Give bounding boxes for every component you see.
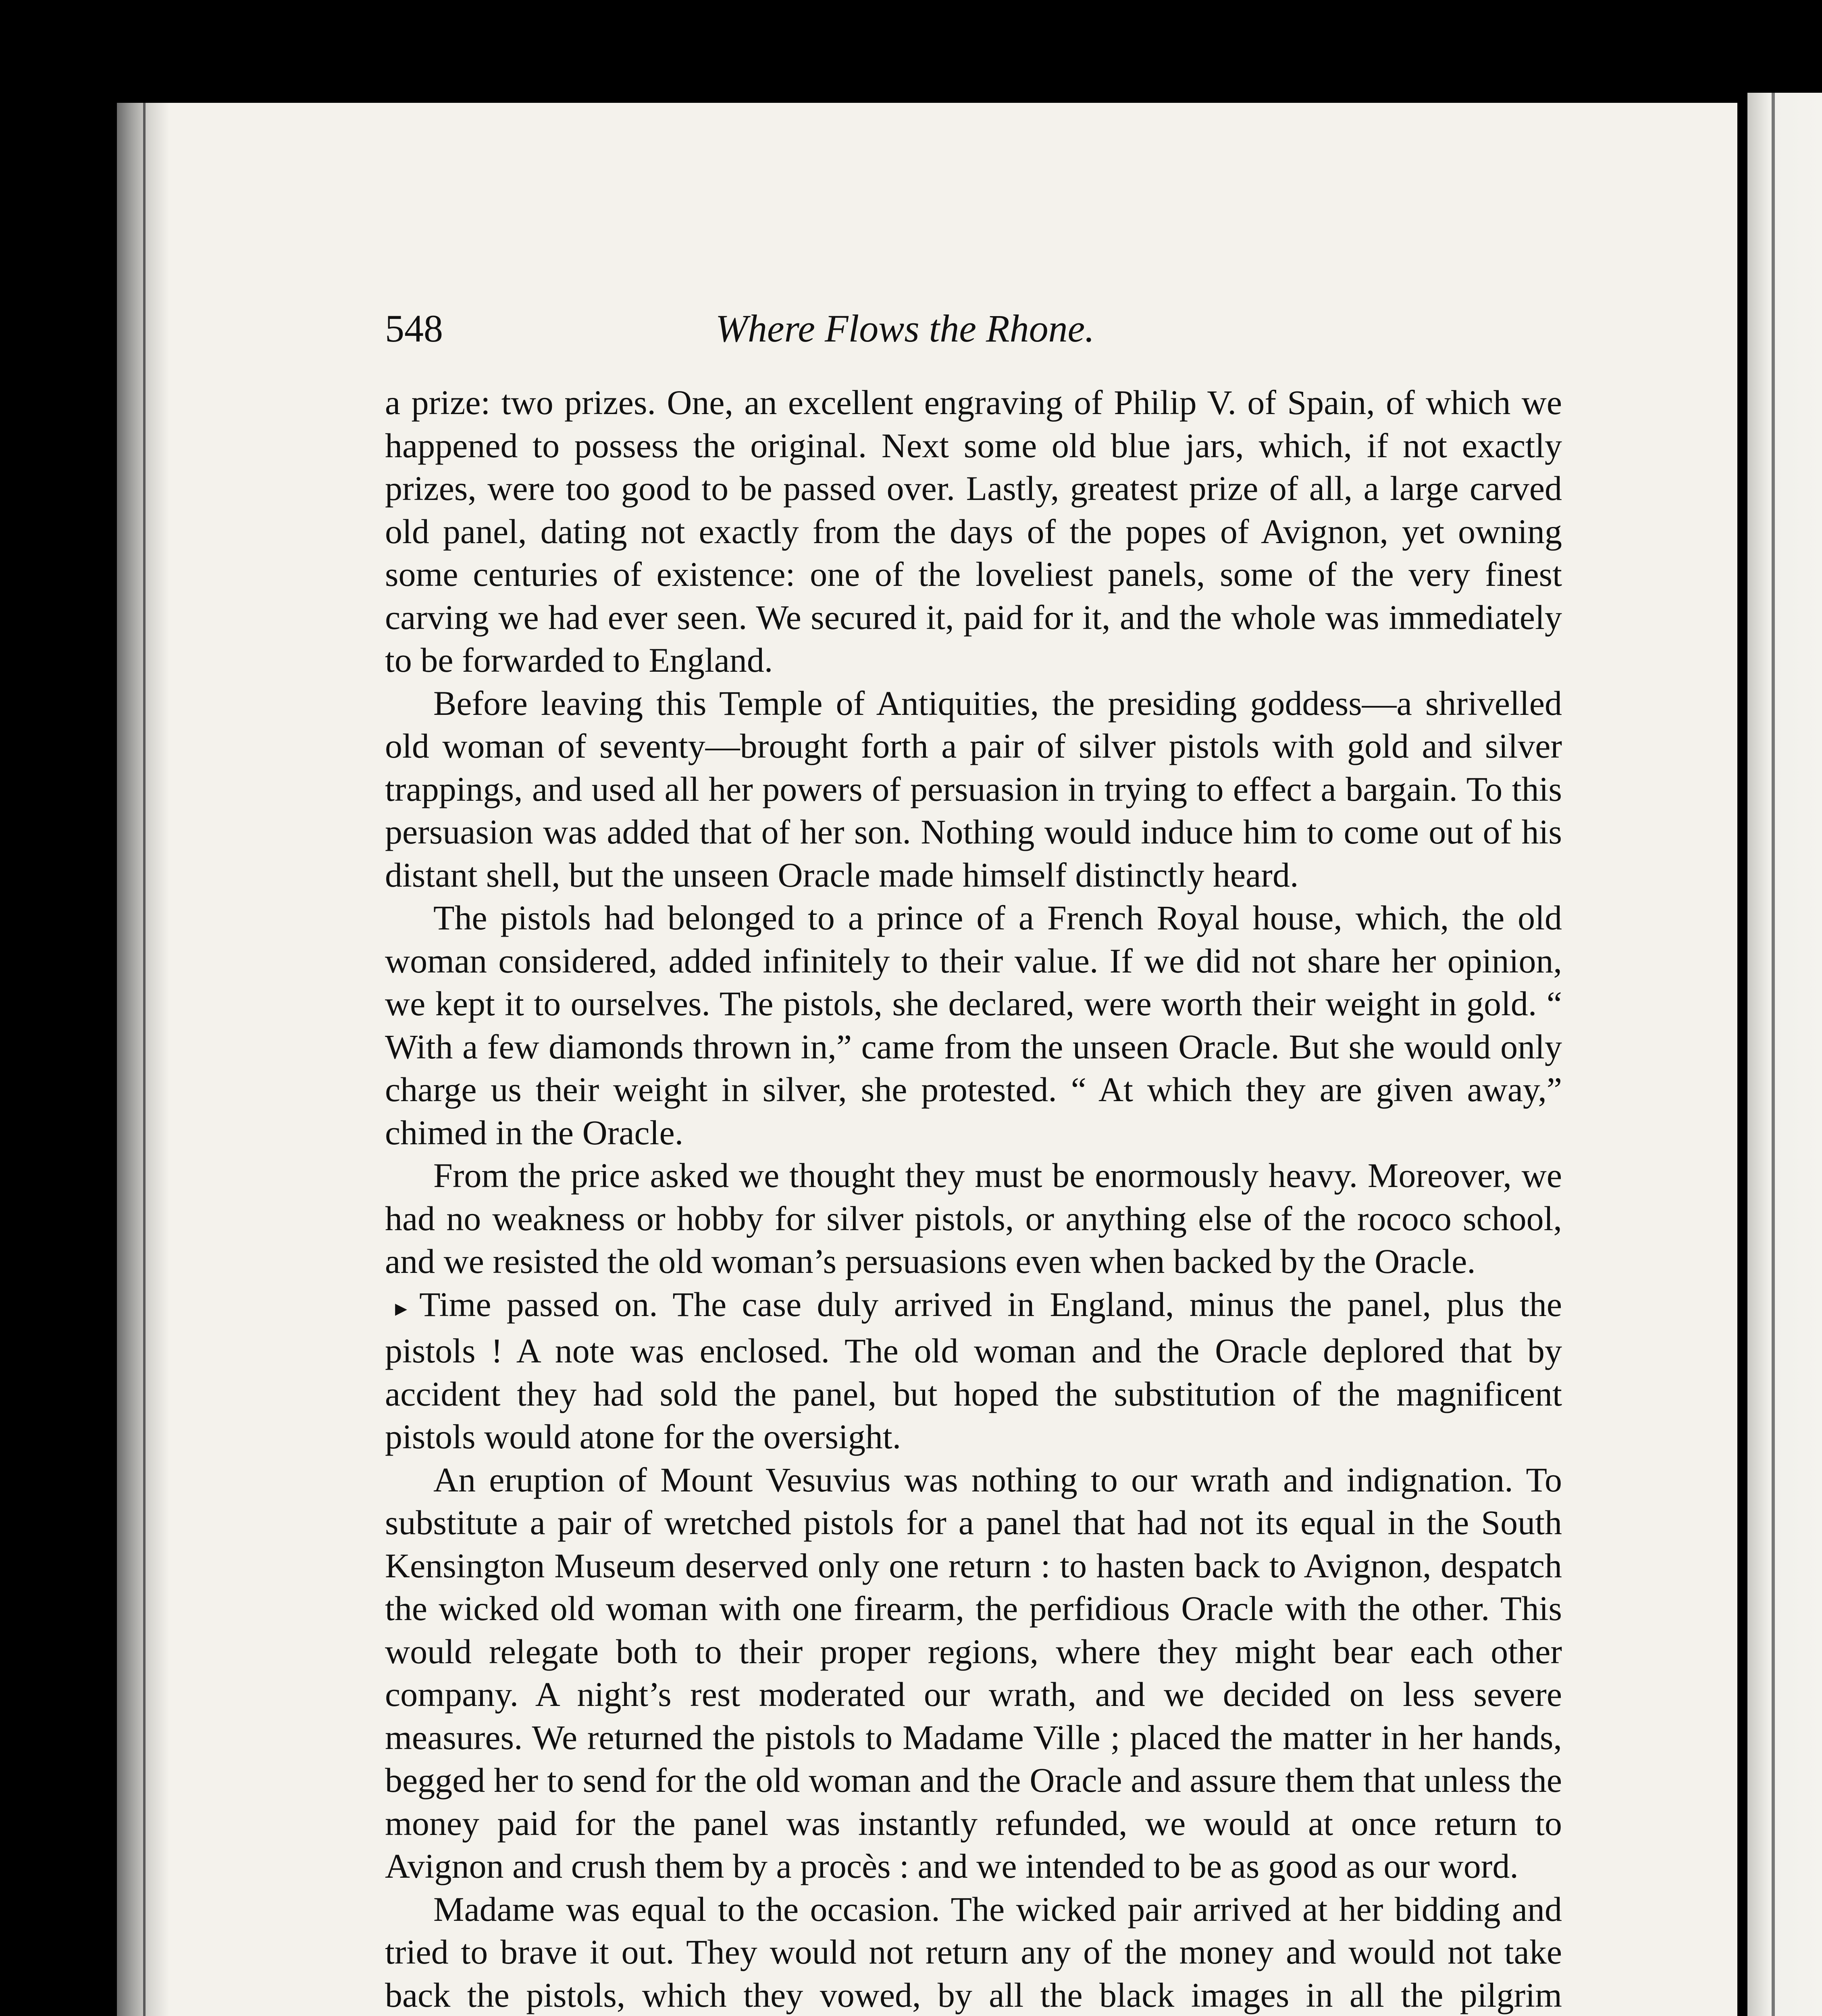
adjacent-page-edge [1747, 93, 1822, 2016]
paragraph-5 [385, 1283, 1562, 1458]
paragraph-6: An eruption of Mount Vesuvius was nothing to our wrath and indignation. To substitute a pair of wretched pistols for a panel that had not its equal in the South Kensington Museum deserved only one return : to hasten back to Avignon, despatch the wicked old woman with one firearm, the perfidious Oracle with the other. This would relegate both to their proper regions, where they might bear each other company. A night’s rest moderated our wrath, and we decided on less severe measures. We returned the pistols to Madame Ville ; placed the matter in her hands, begged her to send for the old woman and the Oracle and assure them that unless the money paid for the panel was instantly refunded, we would at once return to Avignon and crush them by a procès : and we intended to be as good as our word. [385, 1460, 1562, 1886]
paragraph-7: Madame was equal to the occasion. The wicked pair arrived at her bidding and tried to brave it out. They would not return any of the money and would not take back the pistols, which they vowed, by all the black images in all the pilgrim [385, 1889, 1562, 2014]
page-number: 548 [385, 307, 443, 350]
adjacent-page-border [1772, 93, 1775, 2016]
paragraph-2: Before leaving this Temple of Antiquities, the presiding goddess—a shrivelled old woman of seventy—brought forth a pair of silver pistols with gold and silver trappings, and used all her powers of persuasion in trying to effect a bargain. To this persuasion was added that of her son. Nothing would induce him to come out of his distant shell, but the unseen Oracle made himself distinctly heard. [385, 683, 1562, 894]
page-header [385, 300, 1554, 357]
margin-marker-icon: ▸ [395, 1294, 408, 1321]
binding-edge [143, 103, 146, 2016]
body-text [385, 381, 1562, 2016]
running-title: Where Flows the Rhone. [715, 307, 1095, 350]
paragraph-3: The pistols had belonged to a prince of a French Royal house, which, the old woman considered, added infinitely to their value. If we did not share her opinion, we kept it to ourselves. The pistols, she declared, were worth their weight in gold. “ With a few diamonds thrown in,” came from the unseen Oracle. But she would only charge us their weight in silver, she protested. “ At which they are given away,” chimed in the Oracle. [385, 898, 1562, 1152]
paragraph-5-text: Time passed on. The case duly arrived in England, minus the panel, plus the pistols ! A note was enclosed. The old woman and the Oracle deplored that by accident they had sold the panel, but hoped the substitution of the magnificent pistols would atone for the oversight. [385, 1285, 1562, 1456]
paragraph-1: a prize: two prizes. One, an excellent engraving of Philip V. of Spain, of which we happened to possess the original. Next some old blue jars, which, if not exactly prizes, were too good to be passed over. Lastly, greatest prize of all, a large carved old panel, dating not exactly from the days of the popes of Avignon, yet owning some centuries of existence: one of the loveliest panels, some of the very finest carving we had ever seen. We secured it, paid for it, and the whole was immediately to be forwarded to England. [385, 383, 1562, 679]
paragraph-4: From the price asked we thought they must be enormously heavy. Moreover, we had no weakness or hobby for silver pistols, or anything else of the rococo school, and we resisted the old woman’s persuasions even when backed by the Oracle. [385, 1156, 1562, 1281]
